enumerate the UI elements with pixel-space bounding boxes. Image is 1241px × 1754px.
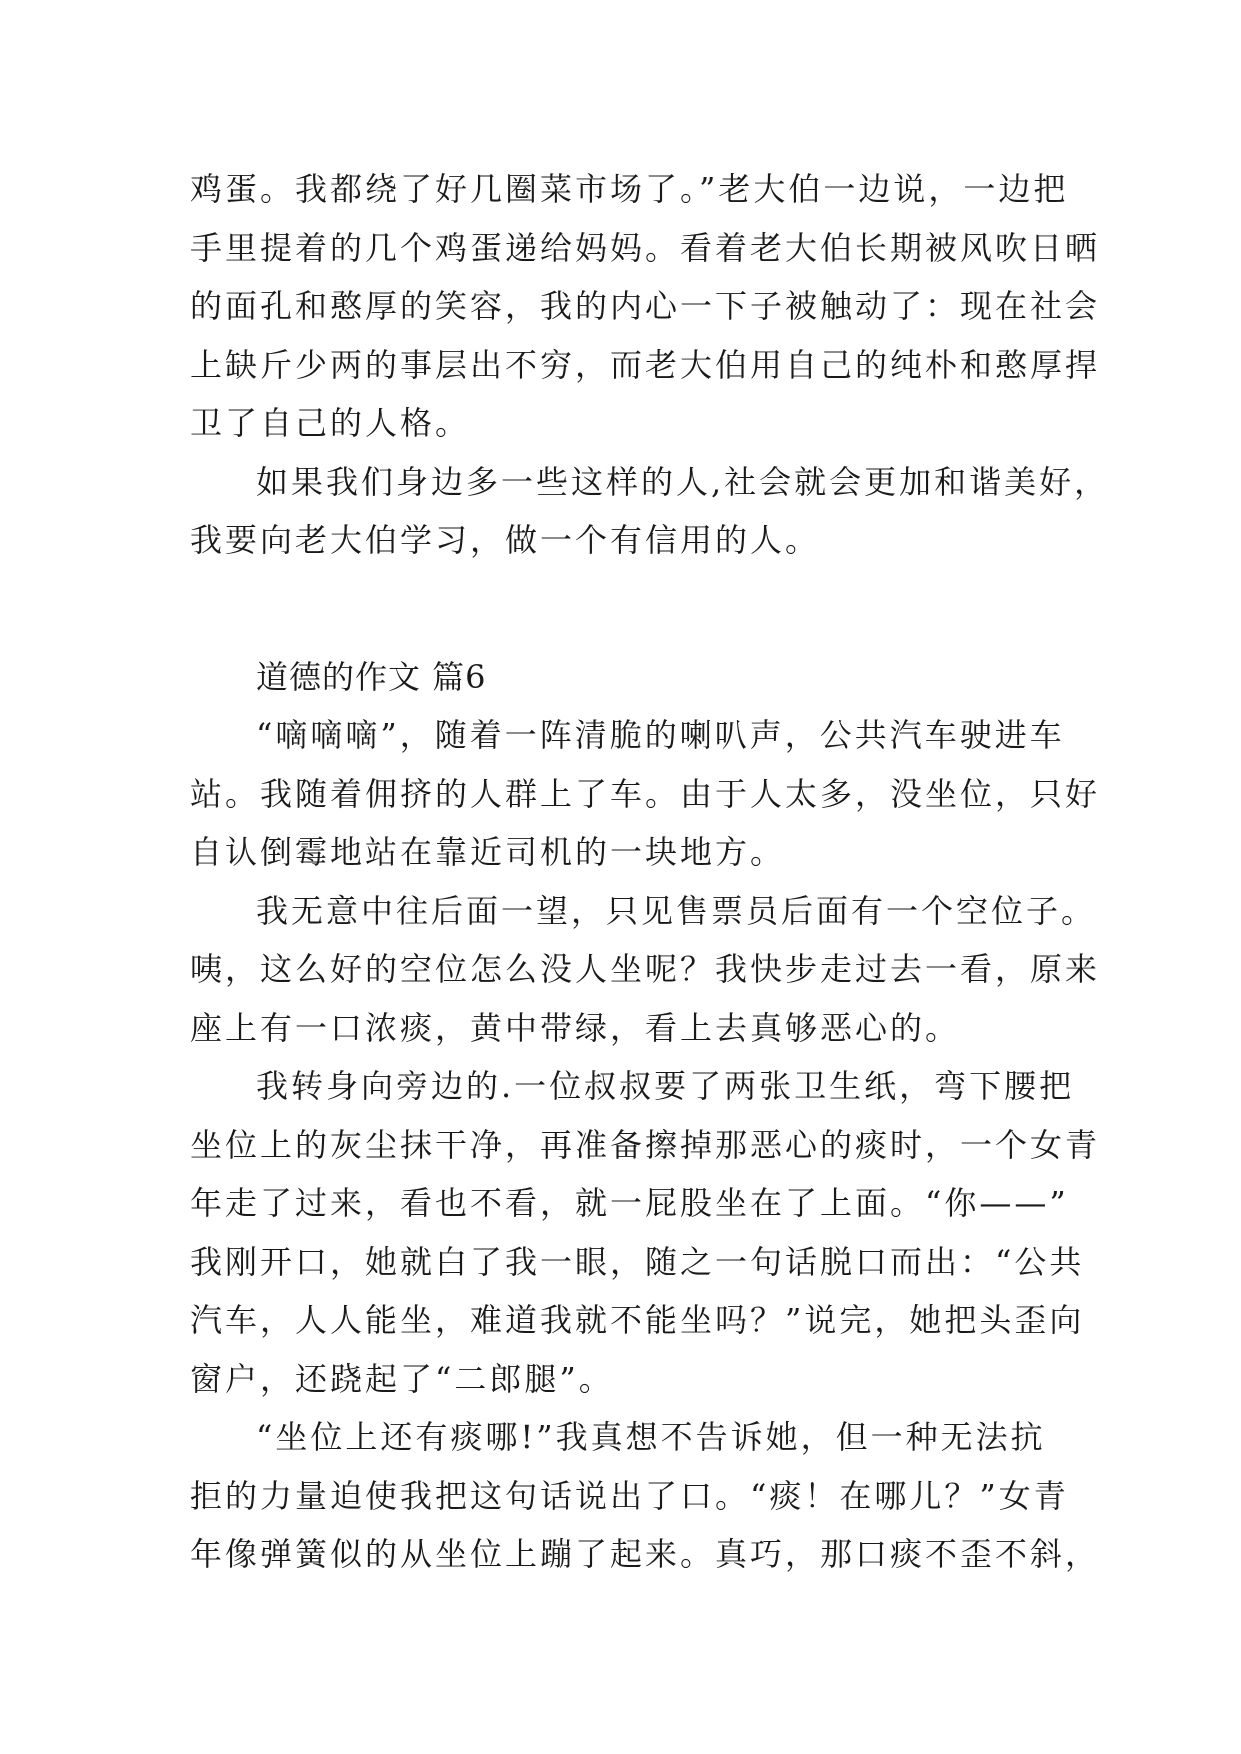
- text-line: 自认倒霉地站在靠近司机的一块地方。: [190, 833, 786, 871]
- text-line: 鸡蛋。我都绕了好几圈菜市场了。”老大伯一边说，一边把: [190, 170, 1069, 208]
- text-line: 坐位上的灰尘抹干净，再准备擦掉那恶心的痰时，一个女青: [190, 1125, 1101, 1164]
- text-line: 汽车，人人能坐，难道我就不能坐吗？”说完，她把头歪向: [190, 1301, 1085, 1339]
- text-line: 咦，这么好的空位怎么没人坐呢？我快步走过去一看，原来: [190, 950, 1101, 988]
- text-line: 拒的力量迫使我把这句话说出了口。“痰！在哪儿？”女青: [190, 1476, 1069, 1515]
- text-line: 窗户，还跷起了“二郎腿”。: [190, 1359, 614, 1398]
- text-line: 年走了过来，看也不看，就一屁股坐在了上面。“你——”: [190, 1184, 1069, 1222]
- section-gap: [190, 570, 1060, 648]
- text-line: 座上有一口浓痰，黄中带绿，看上去真够恶心的。: [190, 1008, 961, 1047]
- paragraph-first-line: 如果我们身边多一些这样的人,社会就会更加和谐美好，: [256, 462, 1110, 501]
- paragraph-first-line: 我转身向旁边的.一位叔叔要了两张卫生纸，弯下腰把: [256, 1067, 1075, 1105]
- document-body: [190, 160, 1110, 1584]
- text-line: 站。我随着佣挤的人群上了车。由于人太多，没坐位，只好: [190, 774, 1101, 813]
- section-heading: 道德的作文 篇6: [256, 657, 487, 696]
- paragraph-first-line: 我无意中往后面一望，只见售票员后面有一个空位子。: [256, 891, 1097, 930]
- text-line: 年像弹簧似的从坐位上蹦了起来。真巧，那口痰不歪不斜，: [190, 1535, 1101, 1573]
- text-line: 卫了自己的人格。: [190, 404, 471, 442]
- text-line: 我要向老大伯学习，做一个有信用的人。: [190, 521, 821, 559]
- text-line: 上缺斤少两的事层出不穷，而老大伯用自己的纯朴和憨厚捍: [190, 345, 1101, 384]
- paragraph-first-line: “坐位上还有痰哪!”我真想不告诉她，但一种无法抗: [256, 1418, 1046, 1456]
- text-line: 手里提着的几个鸡蛋递给妈妈。看着老大伯长期被风吹日晒: [190, 228, 1101, 267]
- paragraph-first-line: “嘀嘀嘀”，随着一阵清脆的喇叭声，公共汽车驶进车: [256, 716, 1065, 754]
- text-line: 的面孔和憨厚的笑容，我的内心一下子被触动了：现在社会: [190, 287, 1101, 325]
- text-line: 我刚开口，她就白了我一眼，随之一句话脱口而出：“公共: [190, 1242, 1085, 1281]
